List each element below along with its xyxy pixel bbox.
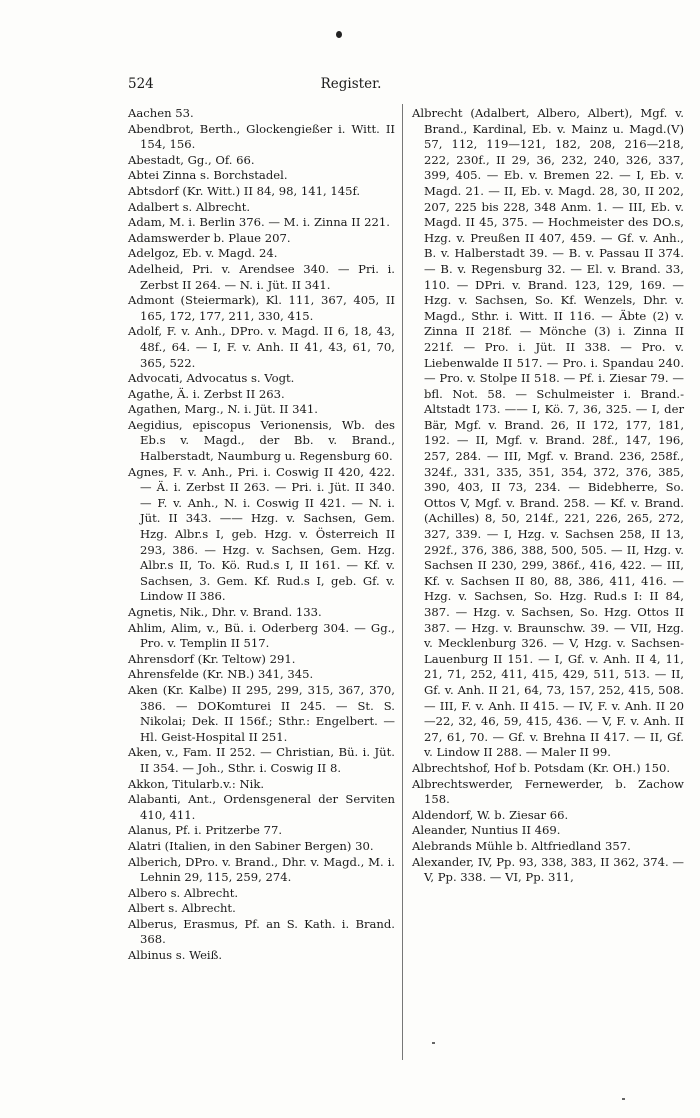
index-entry: Adelheid, Pri. v. Arendsee 340. — Pri. i. Zerbst II 264. — N. i. Jüt. II 341.: [128, 261, 395, 292]
margin-speck: [622, 1098, 625, 1100]
left-column: [128, 106, 395, 964]
printer-mark-dot: [336, 31, 342, 38]
index-entry: Aleander, Nuntius II 469.: [412, 823, 561, 838]
index-entry: Abtei Zinna s. Borchstadel.: [128, 168, 288, 183]
index-entry: Abtsdorf (Kr. Witt.) II 84, 98, 141, 145f.: [128, 183, 361, 198]
page-number: 524: [128, 76, 154, 92]
index-entry: Albrecht (Adalbert, Albero, Albert), Mgf. v. Brand., Kardinal, Eb. v. Mainz u. Magd.(V) 57, 112, 119—121, 182, 208, 216—218, 222, 230f., II 29, 36, 232, 240, 326, 337, 399, 405. — Eb. v. Bremen 22. — I, Eb. v. Magd. 21. — II, Eb. v. Magd. 28, 30, II 202, 207, 225 bis 228, 348 Anm. 1. — III, Eb. v. Magd. II 45, 375. — Hochmeister des DO.s, Hzg. v. Preußen II 407, 459. — Gf. v. Anh., B. v. Halberstadt 39. — B. v. Passau II 374. — B. v. Regensburg 32. — El. v. Brand. 33, 110. — DPri. v. Brand. 123, 129, 169. — Hzg. v. Sachsen, So. Kf. Wenzels, Dhr. v. Magd., Sthr. i. Witt. II 116. — Äbte (2) v. Zinna II 218f. — Mönche (3) i. Zinna II 221f. — Pro. i. Jüt. II 338. — Pro. v. Liebenwalde II 517. — Pro. i. Spandau 240. — Pro. v. Stolpe II 518. — Pf. i. Ziesar 79. — bfl. Not. 58. — Schulmeister i. Brand.-Altstadt 173. —— I, Kö. 7, 36, 325. — I, der Bär, Mgf. v. Brand. 26, II 172, 177, 181, 192. — II, Mgf. v. Brand. 28f., 147, 196, 257, 284. — III, Mgf. v. Brand. 236, 258f., 324f., 331, 335, 351, 354, 372, 376, 385, 390, 403, II 73, 234. — Bidebherre, So. Ottos V, Mgf. v. Brand. 258. — Kf. v. Brand. (Achilles) 8, 50, 214f., 221, 226, 265, 272, 327, 339. — I, Hzg. v. Sachsen 258, II 13, 292f., 376, 386, 388, 500, 505. — II, Hzg. v. Sachsen II 230, 299, 386f., 416, 422. — III, Kf. v. Sachsen II 80, 88, 386, 411, 416. — Hzg. v. Sachsen, So. Hzg. Rud.s I: II 84, 387. — Hzg. v. Sachsen, So. Hzg. Ottos II 387. — Hzg. v. Braunschw. 39. — VII, Hzg. v. Mecklenburg 326. — V, Hzg. v. Sachsen-Lauenburg II 151. — I, Gf. v. Anh. II 4, 11, 21, 71, 252, 411, 415, 429, 511, 513. — II, Gf. v. Anh. II 21, 64, 73, 157, 252, 415, 508. — III, F. v. Anh. II 415. — IV, F. v. Anh. II 20—22, 32, 46, 59, 415, 436. — V, F. v. Anh. II 27, 61, 70. — Gf. v. Brehna II 417. — II, Gf. v. Lindow II 288. — Maler II 99.: [412, 106, 684, 760]
index-entry: Albinus s. Weiß.: [128, 948, 223, 963]
index-entry: Alberus, Erasmus, Pf. an S. Kath. i. Brand. 368.: [128, 916, 395, 947]
index-entry: Abestadt, Gg., Of. 66.: [128, 152, 255, 167]
running-title: Register.: [320, 76, 382, 92]
index-entry: Agathen, Marg., N. i. Jüt. II 341.: [128, 402, 318, 417]
index-entry: Agathe, Ä. i. Zerbst II 263.: [128, 386, 285, 401]
index-entry: Ahrensdorf (Kr. Teltow) 291.: [128, 651, 296, 666]
index-entry: Adamswerder b. Plaue 207.: [128, 230, 291, 245]
index-entry: Albert s. Albrecht.: [128, 901, 236, 916]
right-column: [412, 106, 684, 886]
index-entry: Ahlim, Alim, v., Bü. i. Oderberg 304. — Gg., Pro. v. Templin II 517.: [128, 620, 395, 651]
index-entry: Alabanti, Ant., Ordensgeneral der Serviten 410, 411.: [128, 792, 395, 822]
index-entry: Albrechtswerder, Fernewerder, b. Zachow 158.: [412, 776, 684, 807]
index-entry: Aldendorf, W. b. Ziesar 66.: [412, 807, 569, 822]
index-entry: Alexander, IV, Pp. 93, 338, 383, II 362, 374. — V, Pp. 338. — VI, Pp. 311,: [412, 854, 684, 885]
index-entry: Aachen 53.: [128, 106, 194, 120]
index-entry: Agnetis, Nik., Dhr. v. Brand. 133.: [128, 605, 322, 619]
page-header: [128, 76, 574, 96]
margin-speck: [432, 1042, 435, 1044]
index-entry: Albrechtshof, Hof b. Potsdam (Kr. OH.) 150.: [412, 760, 671, 775]
index-entry: Abendbrot, Berth., Glockengießer i. Witt. II 154, 156.: [128, 121, 395, 152]
index-entry: Admont (Steiermark), Kl. 111, 367, 405, II 165, 172, 177, 211, 330, 415.: [128, 293, 395, 323]
index-entry: Albero s. Albrecht.: [128, 885, 239, 900]
index-entry: Alanus, Pf. i. Pritzerbe 77.: [128, 823, 283, 838]
index-entry: Aegidius, episcopus Verionensis, Wb. des Eb.s v. Magd., der Bb. v. Brand., Halberstadt, Naumburg u. Regensburg 60.: [128, 417, 395, 464]
index-entry: Adelgoz, Eb. v. Magd. 24.: [128, 246, 278, 261]
index-entry: Adam, M. i. Berlin 376. — M. i. Zinna II 221.: [128, 215, 390, 230]
index-entry: Aken (Kr. Kalbe) II 295, 299, 315, 367, 370, 386. — DOKomturei II 245. — St. S. Nikolai; Dek. II 156f.; Sthr.: Engelbert. — Hl. Geist-Hospital II 251.: [128, 682, 395, 744]
index-entry: Adalbert s. Albrecht.: [128, 199, 251, 214]
index-entry: Adolf, F. v. Anh., DPro. v. Magd. II 6, 18, 43, 48f., 64. — I, F. v. Anh. II 41, 43, 61, 70, 365, 522.: [128, 324, 395, 370]
index-entry: Aken, v., Fam. II 252. — Christian, Bü. i. Jüt. II 354. — Joh., Sthr. i. Coswig II 8.: [128, 745, 395, 775]
index-entry: Agnes, F. v. Anh., Pri. i. Coswig II 420, 422. — Ä. i. Zerbst II 263. — Pri. i. Jüt. II 340. — F. v. Anh., N. i. Coswig II 421. — N. i. Jüt. II 343. —— Hzg. v. Sachsen, Gem. Hzg. Albr.s I, geb. Hzg. v. Österreich II 293, 386. — Hzg. v. Sachsen, Gem. Hzg. Albr.s II, To. Kö. Rud.s I, II 161. — Kf. v. Sachsen, 3. Gem. Kf. Rud.s I, geb. Gf. v. Lindow II 386.: [128, 464, 395, 604]
index-entry: Advocati, Advocatus s. Vogt.: [128, 371, 295, 386]
index-entry: Alatri (Italien, in den Sabiner Bergen) 30.: [128, 838, 374, 853]
index-entry: Alebrands Mühle b. Altfriedland 357.: [412, 838, 631, 853]
index-entry: Akkon, Titularb.v.: Nik.: [128, 776, 265, 791]
column-divider: [402, 104, 403, 1060]
index-entry: Ahrensfelde (Kr. NB.) 341, 345.: [128, 667, 314, 682]
index-entry: Alberich, DPro. v. Brand., Dhr. v. Magd., M. i. Lehnin 29, 115, 259, 274.: [128, 854, 395, 885]
